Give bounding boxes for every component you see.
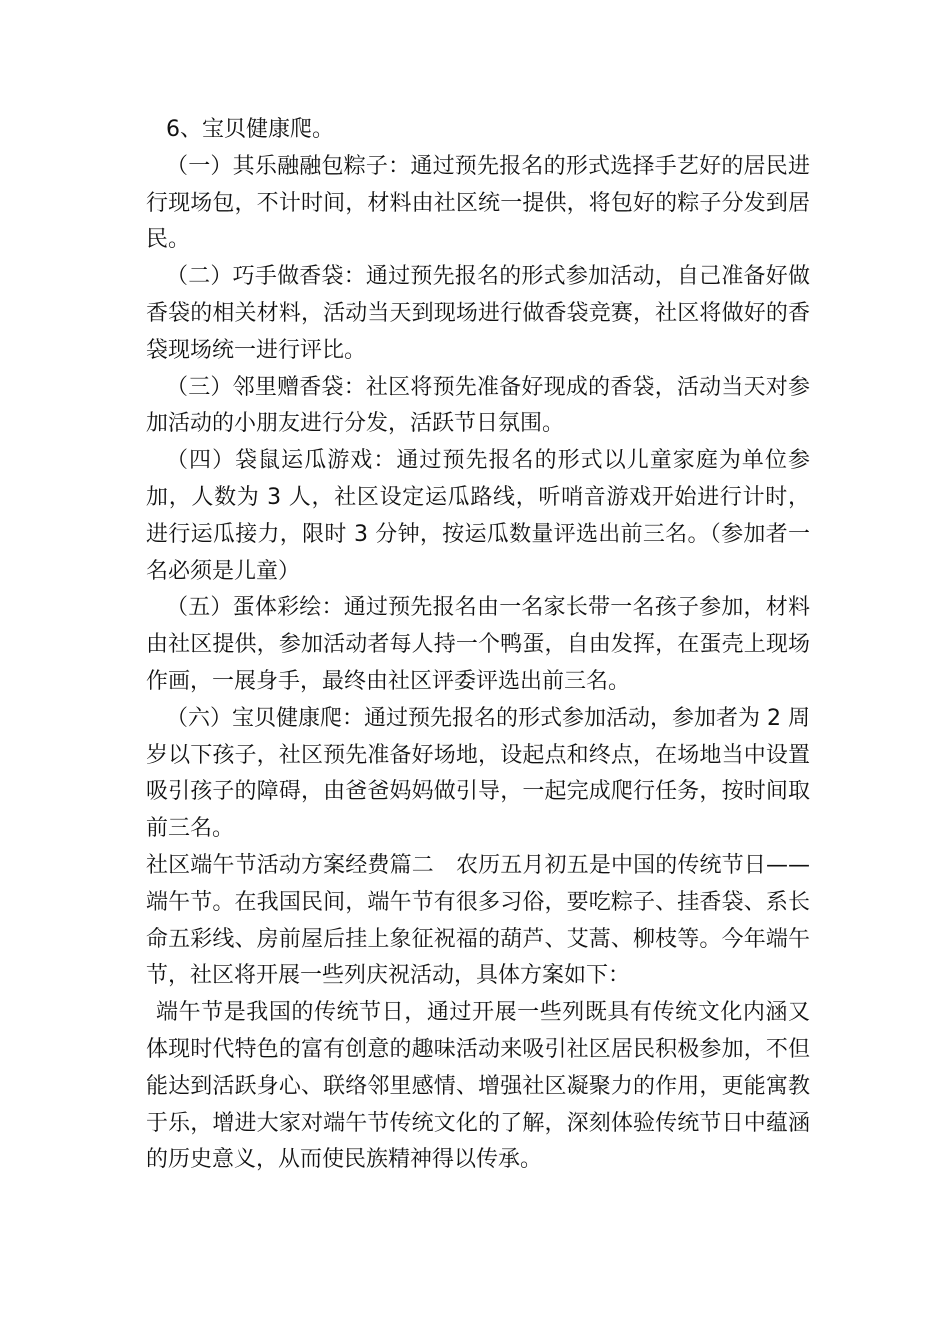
paragraph-item-1: （一）其乐融融包粽子：通过预先报名的形式选择手艺好的居民进行现场包，不计时间，材料由社区统一提供，将包好的粽子分发到居民。 [146, 153, 810, 253]
paragraph-item-2: （二）巧手做香袋：通过预先报名的形式参加活动，自己准备好做香袋的相关材料，活动当天到现场进行做香袋竞赛，社区将做好的香袋现场统一进行评比。 [146, 264, 810, 363]
section-two-intro: 社区端午节活动方案经费篇二 农历五月初五是中国的传统节日——端午节。在我国民间，端午节有很多习俗，要吃粽子、挂香袋、系长命五彩线、房前屋后挂上象征祝福的葫芦、艾蒿、柳枝等。今年端午节，社区将开展一些列庆祝活动，具体方案如下： [146, 852, 810, 989]
paragraph-item-4: （四）袋鼠运瓜游戏：通过预先报名的形式以儿童家庭为单位参加，人数为 3 人，社区设定运瓜路线，听哨音游戏开始进行计时，进行运瓜接力，限时 3 分钟，按运瓜数量评选出前三名。（参加者一名必须是儿童） [146, 448, 810, 584]
paragraph-item-3: （三）邻里赠香袋：社区将预先准备好现成的香袋，活动当天对参加活动的小朋友进行分发，活跃节日氛围。 [146, 374, 810, 437]
list-heading-6: 6、宝贝健康爬。 [166, 117, 334, 142]
document-body [146, 112, 810, 1179]
paragraph-purpose: 端午节是我国的传统节日，通过开展一些列既具有传统文化内涵又体现时代特色的富有创意的趣味活动来吸引社区居民积极参加，不但能达到活跃身心、联络邻里感情、增强社区凝聚力的作用，更能寓教于乐，增进大家对端午节传统文化的了解，深刻体验传统节日中蕴涵的历史意义，从而使民族精神得以传承。 [146, 1000, 810, 1173]
paragraph-item-5: （五）蛋体彩绘：通过预先报名由一名家长带一名孩子参加，材料由社区提供，参加活动者每人持一个鸭蛋，自由发挥，在蛋壳上现场作画，一展身手，最终由社区评委评选出前三名。 [146, 595, 810, 694]
paragraph-item-6: （六）宝贝健康爬：通过预先报名的形式参加活动，参加者为 2 周岁以下孩子，社区预先准备好场地，设起点和终点，在场地当中设置吸引孩子的障碍，由爸爸妈妈做引导，一起完成爬行任务，按时间取前三名。 [146, 705, 810, 842]
